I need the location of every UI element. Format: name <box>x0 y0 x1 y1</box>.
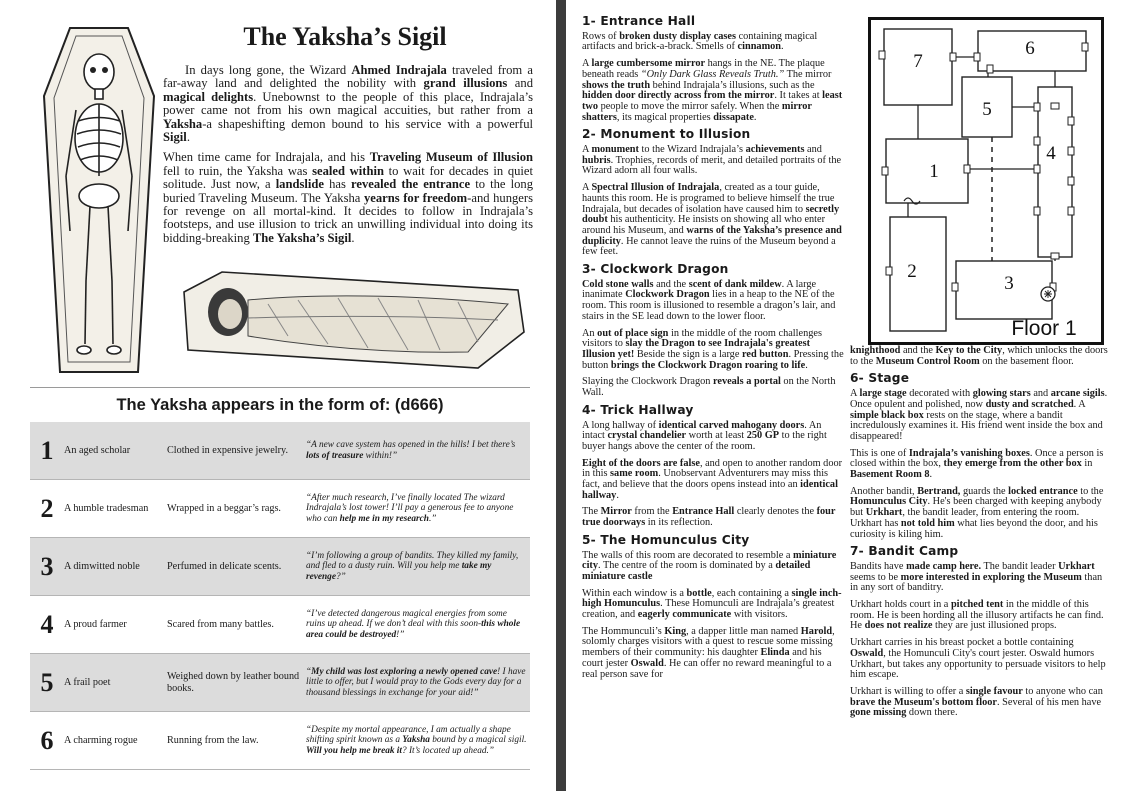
quote-cell: “I’ve detected dangerous magical energies from some ruins up ahead. If we don’t deal with this soon-this whole area could be destroyed!” <box>306 608 521 640</box>
form-cell: A charming rogue <box>64 735 138 746</box>
intro-paragraph-2: When time came for Indrajala, and his Traveling Museum of Illusion fell to ruin, the Yaksha was sealed within to wait for decades in quiet solitude. Just now, a landslide has revealed the entrance to the long buried Traveling Museum. The Yaksha yearns for freedom-and hungers for revenge on all mortal-kind. It decides to follow in Indrajala’s footsteps, and use illusion to trick an unwilling individual into doing its bidding-breaking The Yaksha’s Sigil. <box>163 150 534 245</box>
room-paragraph: Within each window is a bottle, each containing a single inch-high Homunculus. These Homunculi are Indrajala’s greatest creation, and eagerly communicate with visitors. <box>582 587 842 621</box>
room-paragraph: The walls of this room are decorated to resemble a miniature city. The centre of the room is dominated by a detailed miniature castle <box>582 549 837 582</box>
room-heading: 2- Monument to Illusion <box>582 127 751 142</box>
skeleton-coffin-illustration <box>40 26 158 376</box>
room-paragraph: Another bandit, Bertrand, guards the locked entrance to the Homunculus City. He's been charged with keeping anybody but Urkhart, the bandit leader, from entering the room. Urkhart has not told him what lies beyond the door, and his curiosity is kiling him. <box>850 485 1104 540</box>
floor-map <box>868 17 1104 345</box>
room-paragraph: Cold stone walls and the scent of dank mildew. A large inanimate Clockwork Dragon lies in a heap to the NE of the room. This room is illusioned to resemble a dragon’s lair, and stairs in the SE lead down to the lower floor. <box>582 278 836 322</box>
roll-number: 3 <box>40 552 54 581</box>
table-title: The Yaksha appears in the form of: (d666) <box>116 396 444 414</box>
quote-cell: “A new cave system has opened in the hills! I bet there’s lots of treasure within!” <box>306 439 516 461</box>
intro-paragraph-1: In days long gone, the Wizard Ahmed Indrajala traveled from a far-away land and delighted the nobility with grand illusions and magical delights. Unebownst to the people of this place, Indrajala’s power came not from his own magical accuities, but rather from a Yaksha-a shapeshifting demon bound to his service with a powerful Sigil. <box>163 63 533 145</box>
roll-number: 1 <box>40 436 54 465</box>
room-label-4: 4 <box>1046 143 1056 164</box>
right-page <box>566 0 1122 791</box>
room-label-6: 6 <box>1025 38 1035 59</box>
room-heading: 5- The Homunculus City <box>582 532 750 547</box>
room-paragraph: A long hallway of identical carved mahogany doors. An intact crystal chandelier worth at least 250 GP to the right buyer hangs above the center of the room. <box>582 419 827 452</box>
room-label-7: 7 <box>913 51 923 72</box>
form-cell: A dimwitted noble <box>64 561 140 572</box>
form-cell: A proud farmer <box>64 619 127 630</box>
trait-cell: Weighed down by leather bound books. <box>167 670 300 694</box>
table-row <box>30 538 530 596</box>
room-label-2: 2 <box>907 261 917 282</box>
quote-cell: “Despite my mortal appearance, I am actually a shape shifting spirit known as a Yaksha bound by a magical sigil. Will you help me break it? It’s located up ahead.” <box>306 724 527 756</box>
page-gutter <box>556 0 566 791</box>
room-label-1: 1 <box>929 161 939 182</box>
left-page <box>0 0 556 791</box>
form-cell: An aged scholar <box>64 445 131 456</box>
room-paragraph: A Spectral Illusion of Indrajala, created as a tour guide, haunts this room. He is programed to believe himself the true Indrajala, but decades of isolation have caused him to secretly doubt his authenticity. He insists on showing all who enter around his Museum, and warns of the Yaksha’s presence and duplicity. He cannot leave the ruins of the Museum beyond a few feet. <box>582 182 842 258</box>
room-2 <box>890 217 946 331</box>
room-4 <box>1038 87 1072 257</box>
trait-cell: Scared from many battles. <box>167 618 274 630</box>
room-paragraph: An out of place sign in the middle of the room challenges visitors to slay the Dragon to see Indrajala's greatest Illusion yet! Beside the sign is a large red button. Pressing the button brings the Clockwork Dragon roaring to life. <box>582 327 844 371</box>
roll-number: 5 <box>40 668 54 697</box>
room-label-3: 3 <box>1004 273 1014 294</box>
room-paragraph: This is one of Indrajala’s vanishing boxes. Once a person is closed within the box, they emerge from the other box in Basement Room 8. <box>850 447 1104 481</box>
room-paragraph: Slaying the Clockwork Dragon reveals a portal on the North Wall. <box>582 376 836 399</box>
room-1 <box>886 139 968 203</box>
divider <box>30 387 530 388</box>
room-descriptions-column-2 <box>850 346 1108 725</box>
roll-number: 4 <box>40 610 54 639</box>
trait-cell: Perfumed in delicate scents. <box>167 560 282 572</box>
page-title: The Yaksha’s Sigil <box>243 22 447 51</box>
room-paragraph: The Mirror from the Entrance Hall clearly denotes the four true doorways in its reflection. <box>582 506 836 529</box>
mummy-illustration <box>178 270 528 370</box>
table-row <box>30 654 530 712</box>
quote-cell: “After much research, I’ve finally located The wizard Indrajala’s lost tower! I’ll pay a generous fee to anyone who can help me in my research.” <box>306 492 514 524</box>
room-paragraph: knighthood and the Key to the City, which unlocks the doors to the Museum Control Room on the basement floor. <box>850 345 1108 367</box>
quote-cell: “My child was lost exploring a newly opened cave! I have little to offer, but I would pray to the Gods every day for a thousand blessings in exchange for your aid!” <box>306 666 526 698</box>
table-row <box>30 422 530 480</box>
room-paragraph: A large stage decorated with glowing stars and arcane sigils. Once opulent and polished, now dusty and scratched. A simple black box rests on the stage, where a bandit incredulously examines it. His friend went inside the box and disappeared! <box>850 388 1108 442</box>
room-paragraph: Urkhart is willing to offer a single favour to anyone who can brave the Museum's bottom floor. Several of his men have gone missing down there. <box>850 685 1103 719</box>
yaksha-form-table <box>30 422 530 770</box>
room-label-5: 5 <box>982 99 992 120</box>
form-cell: A humble tradesman <box>64 503 149 514</box>
room-heading: 1- Entrance Hall <box>582 14 696 28</box>
room-descriptions-column-1 <box>582 16 844 686</box>
room-paragraph: Urkhart carries in his breast pocket a bottle containing Oswald, the Homunculi City's court jester. Oswald humors Urkhart, but takes any opportunity to persuade visitors to help him escape. <box>850 637 1106 681</box>
room-heading: 6- Stage <box>850 371 910 386</box>
room-paragraph: Eight of the doors are false, and open to another random door in this same room. Unobservant Adventurers may miss this fact, and believe that the doors opens instead into an identical hallway. <box>582 457 843 501</box>
room-heading: 3- Clockwork Dragon <box>582 262 729 277</box>
form-cell: A frail poet <box>64 677 111 688</box>
room-paragraph: A large cumbersome mirror hangs in the NE. The plaque beneath reads “Only Dark Glass Reveals Truth.” The mirror shows the truth behind Indrajala’s illusions, such as the hidden door directly across from the mirror. It takes at least two people to move the mirror safely. When the mirror shatters, its magical properties dissapate. <box>582 58 843 123</box>
room-heading: 7- Bandit Camp <box>850 544 959 559</box>
trait-cell: Running from the law. <box>167 734 259 746</box>
room-paragraph: Bandits have made camp here. The bandit leader Urkhart seems to be more interested in exploring the Museum than in any sort of banditry. <box>850 560 1103 594</box>
room-paragraph: The Hommunculi’s King, a dapper little man named Harold, solomly charges visitors with a quest to rescue some missing members of their community: his daughter Elinda and his court jester Oswald. He can offer no reward meaningful to a real person save for <box>582 625 835 680</box>
table-row <box>30 480 530 538</box>
floor-label: Floor 1 <box>1011 317 1077 340</box>
trait-cell: Wrapped in a beggar’s rags. <box>167 502 281 514</box>
roll-number: 2 <box>40 494 54 523</box>
roll-number: 6 <box>40 726 54 755</box>
quote-cell: “I’m following a group of bandits. They killed my family, and fled to a dusty ruin. Will you help me take my revenge?” <box>306 550 519 582</box>
trait-cell: Clothed in expensive jewelry. <box>167 444 288 456</box>
room-paragraph: Rows of broken dusty display cases containing magical artifacts and brick-a-brack. Smells of cinnamon. <box>582 30 818 53</box>
room-heading: 4- Trick Hallway <box>582 402 694 417</box>
table-row <box>30 596 530 654</box>
table-row <box>30 712 530 770</box>
room-paragraph: A monument to the Wizard Indrajala’s achievements and hubris. Trophies, records of merit, and detailed portraits of the Wizard adorn all four walls. <box>582 144 842 177</box>
room-paragraph: Urkhart holds court in a pitched tent in the middle of this room. He is been hording all the illusory artifacts he can find. He does not realize they are just illusioned props. <box>850 599 1104 632</box>
intro-text <box>163 64 533 252</box>
